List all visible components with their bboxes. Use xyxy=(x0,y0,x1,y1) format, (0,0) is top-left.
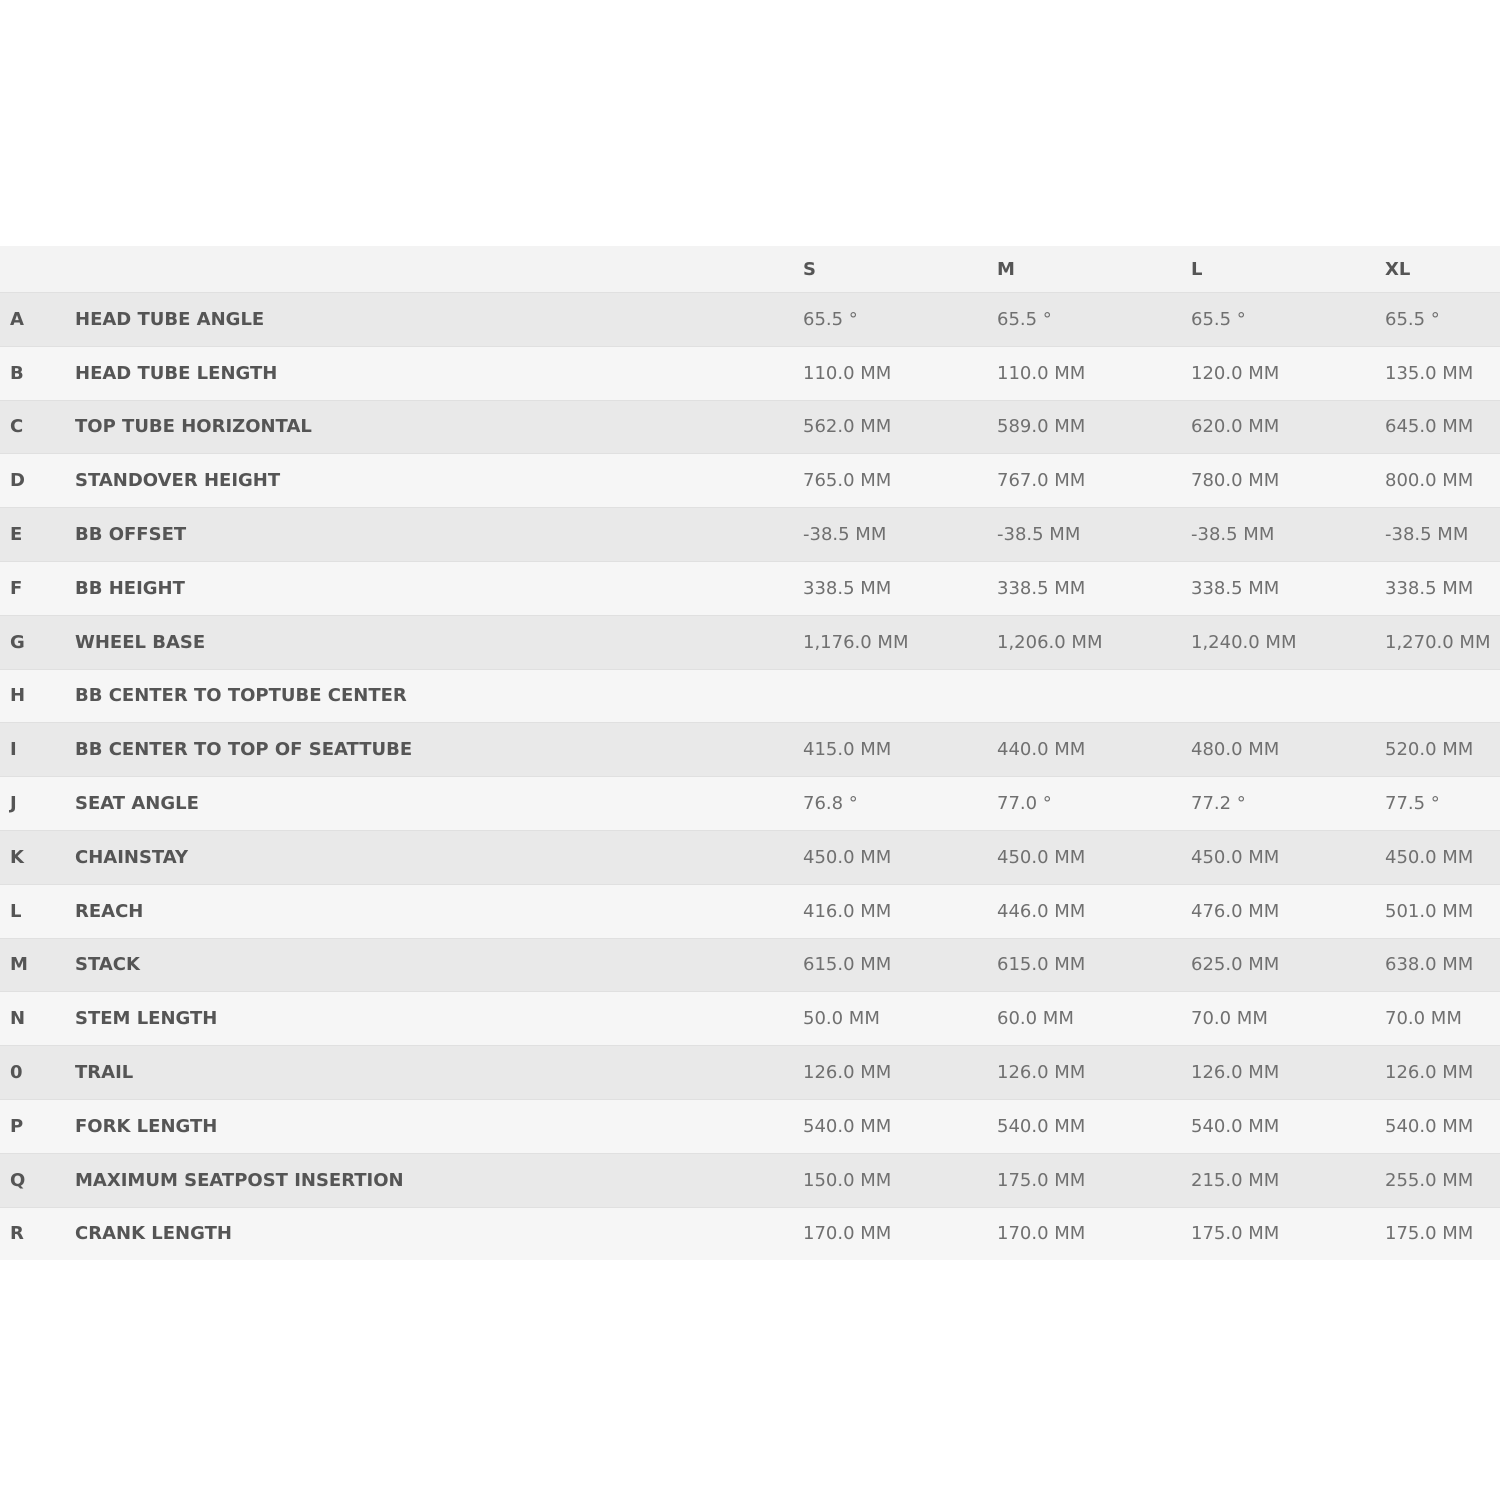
table-row xyxy=(0,992,1500,1046)
row-label: BB OFFSET xyxy=(75,524,187,546)
table-row xyxy=(0,400,1500,454)
value-cell-l: 780.0 MM xyxy=(1191,470,1280,492)
table-body xyxy=(0,293,1500,1261)
value-cell-l xyxy=(1191,669,1385,723)
value-cell-l: -38.5 MM xyxy=(1191,524,1275,546)
row-label: BB CENTER TO TOPTUBE CENTER xyxy=(75,685,407,707)
value-cell-m: 77.0 ° xyxy=(997,793,1052,815)
value-cell-m: -38.5 MM xyxy=(997,524,1081,546)
value-cell-m: 126.0 MM xyxy=(997,1062,1086,1084)
value-cell-xl: 540.0 MM xyxy=(1385,1115,1474,1137)
value-cell-m: 170.0 MM xyxy=(997,1223,1086,1245)
value-cell-xl: 126.0 MM xyxy=(1385,1062,1474,1084)
row-label: CRANK LENGTH xyxy=(75,1223,232,1245)
value-cell-m: 589.0 MM xyxy=(997,416,1086,438)
row-letter: I xyxy=(10,739,17,761)
table-row xyxy=(0,723,1500,777)
value-cell-s: 450.0 MM xyxy=(803,846,892,868)
row-letter: 0 xyxy=(10,1062,23,1084)
table-header-row xyxy=(0,246,1500,293)
value-cell-s: 540.0 MM xyxy=(803,1115,892,1137)
table-row xyxy=(0,830,1500,884)
row-letter: F xyxy=(10,577,23,599)
table-row xyxy=(0,293,1500,347)
row-label: HEAD TUBE ANGLE xyxy=(75,308,265,330)
row-letter: C xyxy=(10,416,24,438)
header-size-l: L xyxy=(1191,258,1203,280)
value-cell-xl: 1,270.0 MM xyxy=(1385,631,1491,653)
value-cell-m: 615.0 MM xyxy=(997,954,1086,976)
value-cell-l: 120.0 MM xyxy=(1191,362,1280,384)
value-cell-s: 150.0 MM xyxy=(803,1169,892,1191)
value-cell-m: 60.0 MM xyxy=(997,1008,1074,1030)
value-cell-m: 540.0 MM xyxy=(997,1115,1086,1137)
value-cell-xl: 501.0 MM xyxy=(1385,900,1474,922)
table-row xyxy=(0,1207,1500,1260)
value-cell-xl: 65.5 ° xyxy=(1385,308,1440,330)
value-cell-s: 65.5 ° xyxy=(803,308,858,330)
table-row xyxy=(0,615,1500,669)
value-cell-xl: 77.5 ° xyxy=(1385,793,1440,815)
row-letter: R xyxy=(10,1223,24,1245)
header-size-m: M xyxy=(997,258,1015,280)
table-row xyxy=(0,561,1500,615)
row-letter: J xyxy=(10,793,17,815)
value-cell-m: 450.0 MM xyxy=(997,846,1086,868)
table-row xyxy=(0,508,1500,562)
table-row xyxy=(0,1099,1500,1153)
row-letter: E xyxy=(10,524,23,546)
row-label: STANDOVER HEIGHT xyxy=(75,470,281,492)
table-row xyxy=(0,346,1500,400)
header-size-s: S xyxy=(803,258,816,280)
value-cell-l: 77.2 ° xyxy=(1191,793,1246,815)
value-cell-l: 620.0 MM xyxy=(1191,416,1280,438)
row-label: CHAINSTAY xyxy=(75,846,189,868)
value-cell-xl: 450.0 MM xyxy=(1385,846,1474,868)
value-cell-m: 767.0 MM xyxy=(997,470,1086,492)
value-cell-xl: 638.0 MM xyxy=(1385,954,1474,976)
value-cell-m: 110.0 MM xyxy=(997,362,1086,384)
table-row xyxy=(0,669,1500,723)
value-cell-s: 416.0 MM xyxy=(803,900,892,922)
row-letter: G xyxy=(10,631,25,653)
row-label: BB HEIGHT xyxy=(75,577,185,599)
value-cell-l: 625.0 MM xyxy=(1191,954,1280,976)
row-label: REACH xyxy=(75,900,144,922)
row-letter: H xyxy=(10,685,26,707)
geometry-table xyxy=(0,246,1500,1260)
value-cell-s: 76.8 ° xyxy=(803,793,858,815)
value-cell-m xyxy=(997,669,1191,723)
value-cell-s xyxy=(803,669,997,723)
header-size-xl: XL xyxy=(1385,258,1411,280)
value-cell-m: 65.5 ° xyxy=(997,308,1052,330)
row-letter: D xyxy=(10,470,25,492)
table-row xyxy=(0,884,1500,938)
value-cell-s: 415.0 MM xyxy=(803,739,892,761)
value-cell-s: 50.0 MM xyxy=(803,1008,880,1030)
row-letter: A xyxy=(10,308,24,330)
row-letter: P xyxy=(10,1115,24,1137)
table-row xyxy=(0,454,1500,508)
value-cell-xl: 175.0 MM xyxy=(1385,1223,1474,1245)
table-row xyxy=(0,1153,1500,1207)
value-cell-xl: 520.0 MM xyxy=(1385,739,1474,761)
value-cell-l: 126.0 MM xyxy=(1191,1062,1280,1084)
value-cell-m: 175.0 MM xyxy=(997,1169,1086,1191)
row-label: FORK LENGTH xyxy=(75,1115,218,1137)
value-cell-m: 446.0 MM xyxy=(997,900,1086,922)
value-cell-l: 215.0 MM xyxy=(1191,1169,1280,1191)
value-cell-s: 615.0 MM xyxy=(803,954,892,976)
row-letter: B xyxy=(10,362,24,384)
value-cell-m: 1,206.0 MM xyxy=(997,631,1103,653)
value-cell-l: 1,240.0 MM xyxy=(1191,631,1297,653)
value-cell-s: -38.5 MM xyxy=(803,524,887,546)
value-cell-xl: -38.5 MM xyxy=(1385,524,1469,546)
row-letter: N xyxy=(10,1008,26,1030)
value-cell-l: 175.0 MM xyxy=(1191,1223,1280,1245)
row-label: WHEEL BASE xyxy=(75,631,206,653)
row-label: SEAT ANGLE xyxy=(75,793,199,815)
header-measurement xyxy=(75,246,803,293)
value-cell-l: 65.5 ° xyxy=(1191,308,1246,330)
value-cell-xl: 645.0 MM xyxy=(1385,416,1474,438)
row-label: MAXIMUM SEATPOST INSERTION xyxy=(75,1169,404,1191)
row-label: HEAD TUBE LENGTH xyxy=(75,362,278,384)
row-label: TOP TUBE HORIZONTAL xyxy=(75,416,312,438)
value-cell-xl xyxy=(1385,669,1500,723)
value-cell-s: 1,176.0 MM xyxy=(803,631,909,653)
value-cell-l: 70.0 MM xyxy=(1191,1008,1268,1030)
value-cell-s: 126.0 MM xyxy=(803,1062,892,1084)
value-cell-s: 562.0 MM xyxy=(803,416,892,438)
row-letter: K xyxy=(10,846,24,868)
value-cell-xl: 70.0 MM xyxy=(1385,1008,1462,1030)
value-cell-xl: 338.5 MM xyxy=(1385,577,1474,599)
value-cell-s: 338.5 MM xyxy=(803,577,892,599)
row-label: TRAIL xyxy=(75,1062,134,1084)
value-cell-l: 480.0 MM xyxy=(1191,739,1280,761)
value-cell-m: 440.0 MM xyxy=(997,739,1086,761)
value-cell-s: 765.0 MM xyxy=(803,470,892,492)
table-row xyxy=(0,1046,1500,1100)
row-label: BB CENTER TO TOP OF SEATTUBE xyxy=(75,739,413,761)
value-cell-l: 476.0 MM xyxy=(1191,900,1280,922)
value-cell-m: 338.5 MM xyxy=(997,577,1086,599)
value-cell-s: 170.0 MM xyxy=(803,1223,892,1245)
value-cell-l: 338.5 MM xyxy=(1191,577,1280,599)
row-letter: Q xyxy=(10,1169,26,1191)
value-cell-s: 110.0 MM xyxy=(803,362,892,384)
table-row xyxy=(0,777,1500,831)
row-label: STEM LENGTH xyxy=(75,1008,218,1030)
row-letter: L xyxy=(10,900,22,922)
value-cell-xl: 135.0 MM xyxy=(1385,362,1474,384)
value-cell-xl: 255.0 MM xyxy=(1385,1169,1474,1191)
header-letter xyxy=(0,246,75,293)
row-letter: M xyxy=(10,954,28,976)
value-cell-xl: 800.0 MM xyxy=(1385,470,1474,492)
value-cell-l: 450.0 MM xyxy=(1191,846,1280,868)
row-label: STACK xyxy=(75,954,140,976)
value-cell-l: 540.0 MM xyxy=(1191,1115,1280,1137)
table-row xyxy=(0,938,1500,992)
